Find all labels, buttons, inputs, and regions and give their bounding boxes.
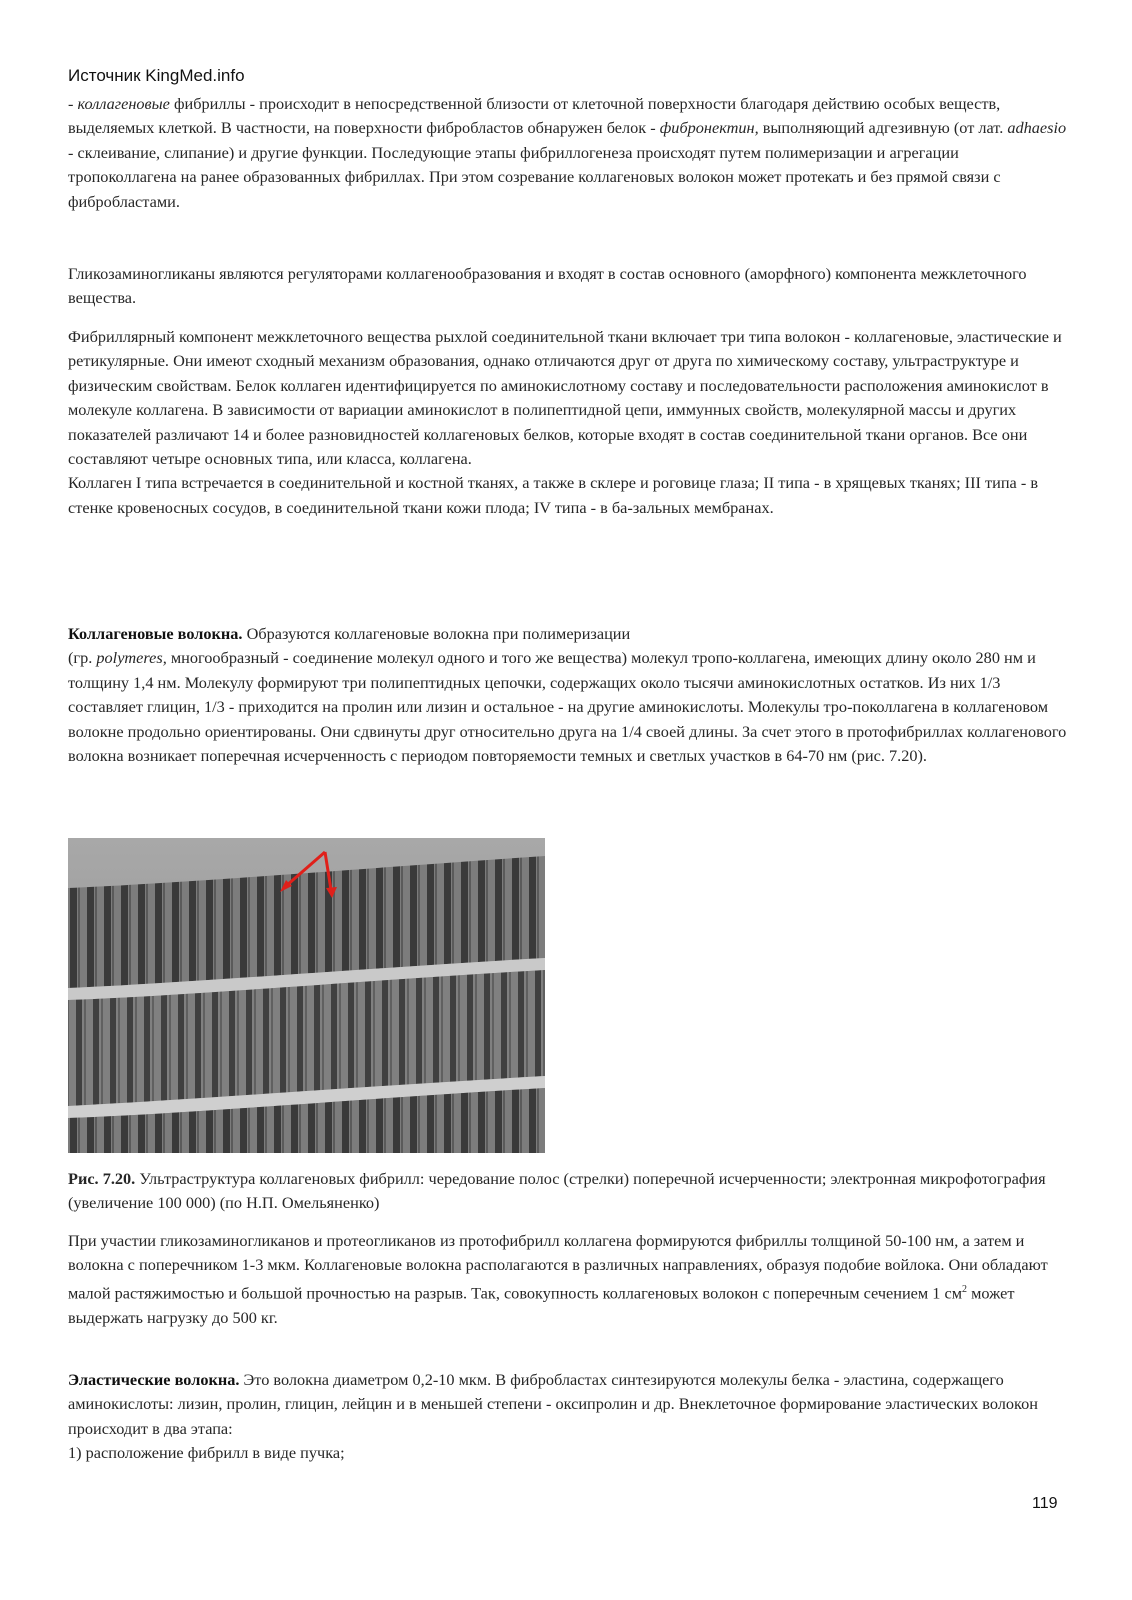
paragraph-collagen-fibers [68, 622, 1068, 768]
superscript: 2 [962, 1283, 968, 1295]
figure-label: Рис. 7.20. [68, 1169, 136, 1188]
figure-caption [68, 1167, 1068, 1216]
paragraph-text: может выдержать нагрузку до 500 кг. [68, 1283, 1015, 1327]
paragraph-glycosaminoglycans [68, 262, 1068, 311]
paragraph-text: Коллаген I типа встречается в соединительной и костной тканях, а также в склере и роговице глаза; II типа - в хрящевых тканях; III типа - в стенке кровеносных сосудов, в соединительной ткани кожи плода; IV типа - в ба-зальных мембранах. [68, 473, 1039, 517]
paragraph-fibrillar-component [68, 325, 1068, 520]
paragraph-collagen-formation [68, 1229, 1068, 1330]
paragraph-text: Фибриллярный компонент межклеточного вещества рыхлой соединительной ткани включает три типа волокон - коллагеновые, эластические и ретикулярные. Они имеют сходный механизм образования, однако отличаются друг от друга по химическому составу, ультраструктуре и физическим свойствам. Белок коллаген идентифицируется по аминокислотному составу и последовательности расположения аминокислот в молекуле коллагена. В зависимости от вариации аминокислот в полипептидной цепи, иммунных свойств, молекулярной массы и других показателей различают 14 и более разновидностей коллагеновых белков, которые входят в состав соединительной ткани органов. Все они составляют четыре основных типа, или класса, коллагена. [68, 327, 1062, 469]
paragraph-text: выполняющий адгезивную (от лат. [758, 118, 1008, 138]
list-item: 1) расположение фибрилл в виде пучка; [68, 1443, 345, 1463]
paragraph-text: При участии гликозаминогликанов и протеогликанов из протофибрилл коллагена формируются фибриллы толщиной 50-100 нм, а затем и волокна с поперечником 1-3 мкм. Коллагеновые волокна располагаются в различных направлениях, образуя подобие войлока. Они обладают малой растяжимостью и большой прочностью на разрыв. Так, совокупность коллагеновых волокон с поперечным сечением 1 см [68, 1231, 1048, 1303]
micrograph-image [68, 838, 545, 1153]
paragraph-elastic-fibers [68, 1368, 1068, 1466]
paragraph-text: многообразный - соединение молекул одного и того же вещества) молекул тропо-коллагена, имеющих длину около 280 нм и толщину 1,4 нм. Молекулу формируют три полипептидных цепочки, содержащих около тысячи аминокислотных остатков. Из них 1/3 составляет глицин, 1/3 - приходится на пролин или лизин и остальное - на другие аминокислоты. Молекулы тро-поколлагена в коллагеновом волокне продольно ориентированы. Они сдвинуты друг относительно друга на 1/4 своей длины. За счет этого в протофибриллах коллагенового волокна возникает поперечная исчерченность с периодом повторяемости темных и светлых участков в 64-70 нм (рис. 7.20). [68, 648, 1067, 766]
paragraph-text: Это волокна диаметром 0,2-10 мкм. В фибробластах синтезируются молекулы белка - эластина, содержащего аминокислоты: лизин, пролин, глицин, лейцин и в меньшей степени - оксипролин и др. Внеклеточное формирование эластических волокон происходит в два этапа: [68, 1370, 1038, 1438]
source-header: Источник KingMed.info [68, 66, 245, 85]
paragraph-text: фибриллы - происходит в непосредственной близости от клеточной поверхности благодаря действию особых веществ, выделяемых клеткой. В частности, на поверхности фибробластов обнаружен белок - [68, 94, 1001, 138]
term-collagen: - коллагеновые [68, 94, 170, 113]
section-heading-elastic: Эластические волокна. [68, 1370, 240, 1389]
paragraph-text: - склеивание, слипание) и другие функции. Последующие этапы фибриллогенеза происходят путем полимеризации и агрегации тропоколлагена на ранее образованных фибриллах. При этом созревание коллагеновых волокон может протекать и без прямой связи с фибробластами. [68, 142, 1001, 211]
section-heading-collagen: Коллагеновые волокна. [68, 624, 243, 643]
figure-micrograph [68, 838, 545, 1153]
paragraph-text: Гликозаминогликаны являются регуляторами коллагенообразования и входят в состав основного (аморфного) компонента межклеточного вещества. [68, 264, 1027, 308]
caption-text: Ультраструктура коллагеновых фибрилл: чередование полос (стрелки) поперечной исчерченности; электронная микрофотография (увеличение 100 000) (по Н.П. Омельяненко) [68, 1169, 1046, 1213]
paragraph-text: Образуются коллагеновые волокна при полимеризации [242, 624, 631, 643]
term-polymeres: polymeres, [96, 648, 167, 668]
page-number: 119 [1032, 1495, 1058, 1512]
paragraph-fibrillogenesis [68, 92, 1068, 214]
paragraph-text: (гр. [68, 648, 97, 668]
term-adhaesio: adhaesio [1007, 118, 1067, 138]
term-fibronectin: фибронектин, [659, 118, 759, 138]
